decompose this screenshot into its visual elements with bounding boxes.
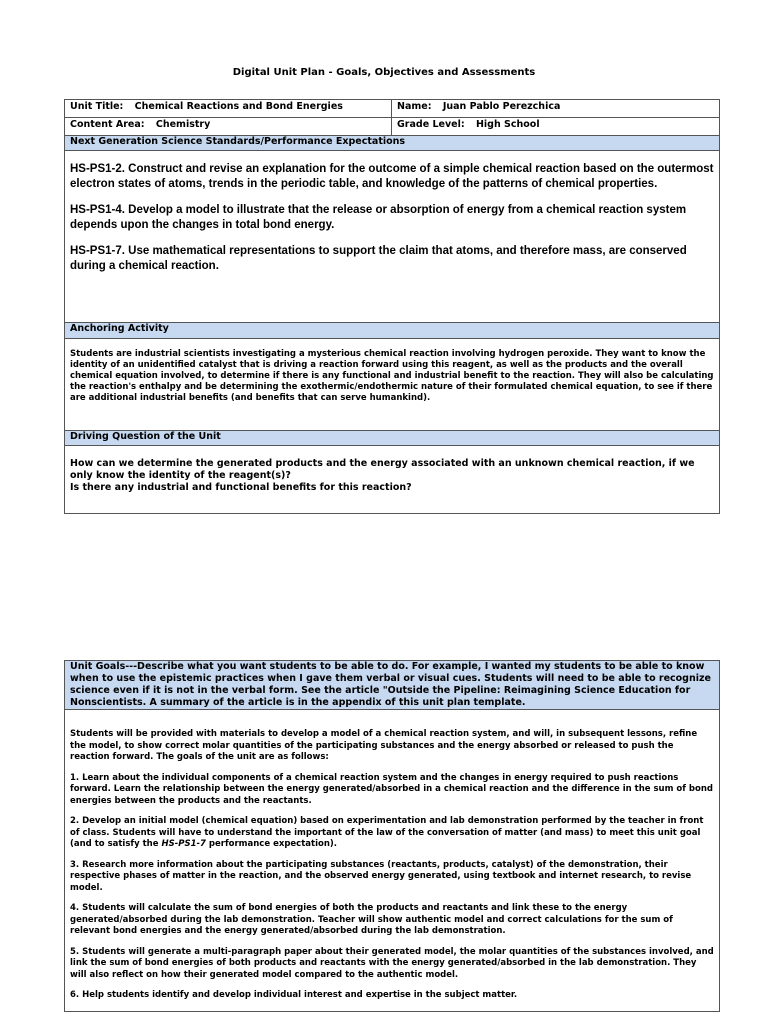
goals-body-row [65,710,720,1012]
unit-title-row [65,100,720,118]
name-value: Juan Pablo Perezchica [442,101,561,112]
anchoring-row [65,339,720,431]
unit-info-table [64,99,720,514]
grade-level-value: High School [475,119,540,130]
driving-row [65,446,720,514]
driving-header-row [65,431,720,446]
standard-hs-ps1-7: HS-PS1-7. Use mathematical representations to support the claim that atoms, and therefore mass, are conserved during a chemical reaction. [70,245,687,272]
driving-question-2: Is there any industrial and functional benefits for this reaction? [70,482,412,493]
goals-intro: Students will be provided with materials to develop a model of a chemical reaction system, and will, in subsequent lessons, refine the model, to show correct molar quantities of the participating substances and the energy absorbed or released to push the reaction forward. The goals of the unit are as follows: [70,729,698,762]
goal-4: 4. Students will calculate the sum of bond energies of both the products and reactants and link these to the energy generated/absorbed during the lab demonstration. Teacher will show authentic model and correct calculations for the sum of relevant bond energies and the energy generated/absorbed during the lab demonstration. [70,903,673,936]
ngss-header-row [65,136,720,151]
goal-2: 2. Develop an initial model (chemical equation) based on experimentation and lab demonstration performed by the teacher in front of class. Students will have to understand the important of the law of the conversation of matter (and mass) to meet this unit goal (and to satisfy the HS-PS1-7 performance expectation). [70,816,704,849]
goal-1: 1. Learn about the individual components of a chemical reaction system and the changes in energy required to push reactions forward. Learn the relationship between the energy generated/absorbed in a chemical reaction and the difference in the sum of bond energies between the products and the reactants. [70,772,713,806]
goal-6: 6. Help students identify and develop individual interest and expertise in the subject matter. [70,990,518,1000]
anchoring-header-row [65,323,720,339]
unit-title-value: Chemical Reactions and Bond Energies [134,101,343,112]
goals-header-row [65,661,720,710]
ngss-header: Next Generation Science Standards/Performance Expectations [65,136,720,151]
unit-goals-table [64,660,720,1012]
standard-hs-ps1-2: HS-PS1-2. Construct and revise an explanation for the outcome of a simple chemical reaction based on the outermost electron states of atoms, trends in the periodic table, and knowledge of the patterns of chemical properties. [70,163,714,190]
standard-hs-ps1-4: HS-PS1-4. Develop a model to illustrate that the release or absorption of energy from a chemical reaction system depends upon the changes in total bond energy. [70,204,687,231]
unit-title-label: Unit Title: [70,101,124,112]
content-area-value: Chemistry [155,119,211,130]
driving-header: Driving Question of the Unit [65,431,720,446]
content-area-label: Content Area: [70,119,145,130]
goal-3: 3. Research more information about the participating substances (reactants, products, catalyst) of the demonstration, their respective phases of matter in the reaction, and the observed energy generated, using textbook and internet research, to revise model. [70,859,692,893]
content-area-row [65,118,720,136]
goals-header: Unit Goals---Describe what you want students to be able to do. For example, I wanted my students to be able to know when to use the epistemic practices when I gave them verbal or visual cues. Students will need to be able to recognize science even if it is not in the verbal form. See the article "Outside the Pipeline: Reimagining Science Education for Nonscientists. A summary of the article is in the appendix of this unit plan template. [65,661,720,710]
anchoring-text: Students are industrial scientists investigating a mysterious chemical reaction involving hydrogen peroxide. They want to know the identity of an unidentified catalyst that is driving a reaction forward using this reagent, as well as the products and the overall chemical equation involved, to determine if there is any functional and industrial benefit to the reaction. They will also be calculating the reaction's enthalpy and be determining the exothermic/endothermic nature of their formulated chemical equation, to see if there are additional industrial benefits (and benefits that can serve humankind). [70,349,714,403]
standard-reference: HS-PS1-7 [161,839,206,849]
ngss-standards-row [65,151,720,323]
document-title: Digital Unit Plan - Goals, Objectives and Assessments [232,67,536,78]
driving-question-1: How can we determine the generated products and the energy associated with an unknown chemical reaction, if we only know the identity of the reagent(s)? [70,458,695,481]
name-label: Name: [397,101,432,112]
grade-level-label: Grade Level: [397,119,465,130]
anchoring-header: Anchoring Activity [65,323,720,339]
goal-5: 5. Students will generate a multi-paragraph paper about their generated model, the molar quantities of the substances involved, and link the sum of bond energies of both products and reactants with the energy generated/absorbed in the lab demonstration. They will also reflect on how their generated model compared to the authentic model. [70,946,714,980]
